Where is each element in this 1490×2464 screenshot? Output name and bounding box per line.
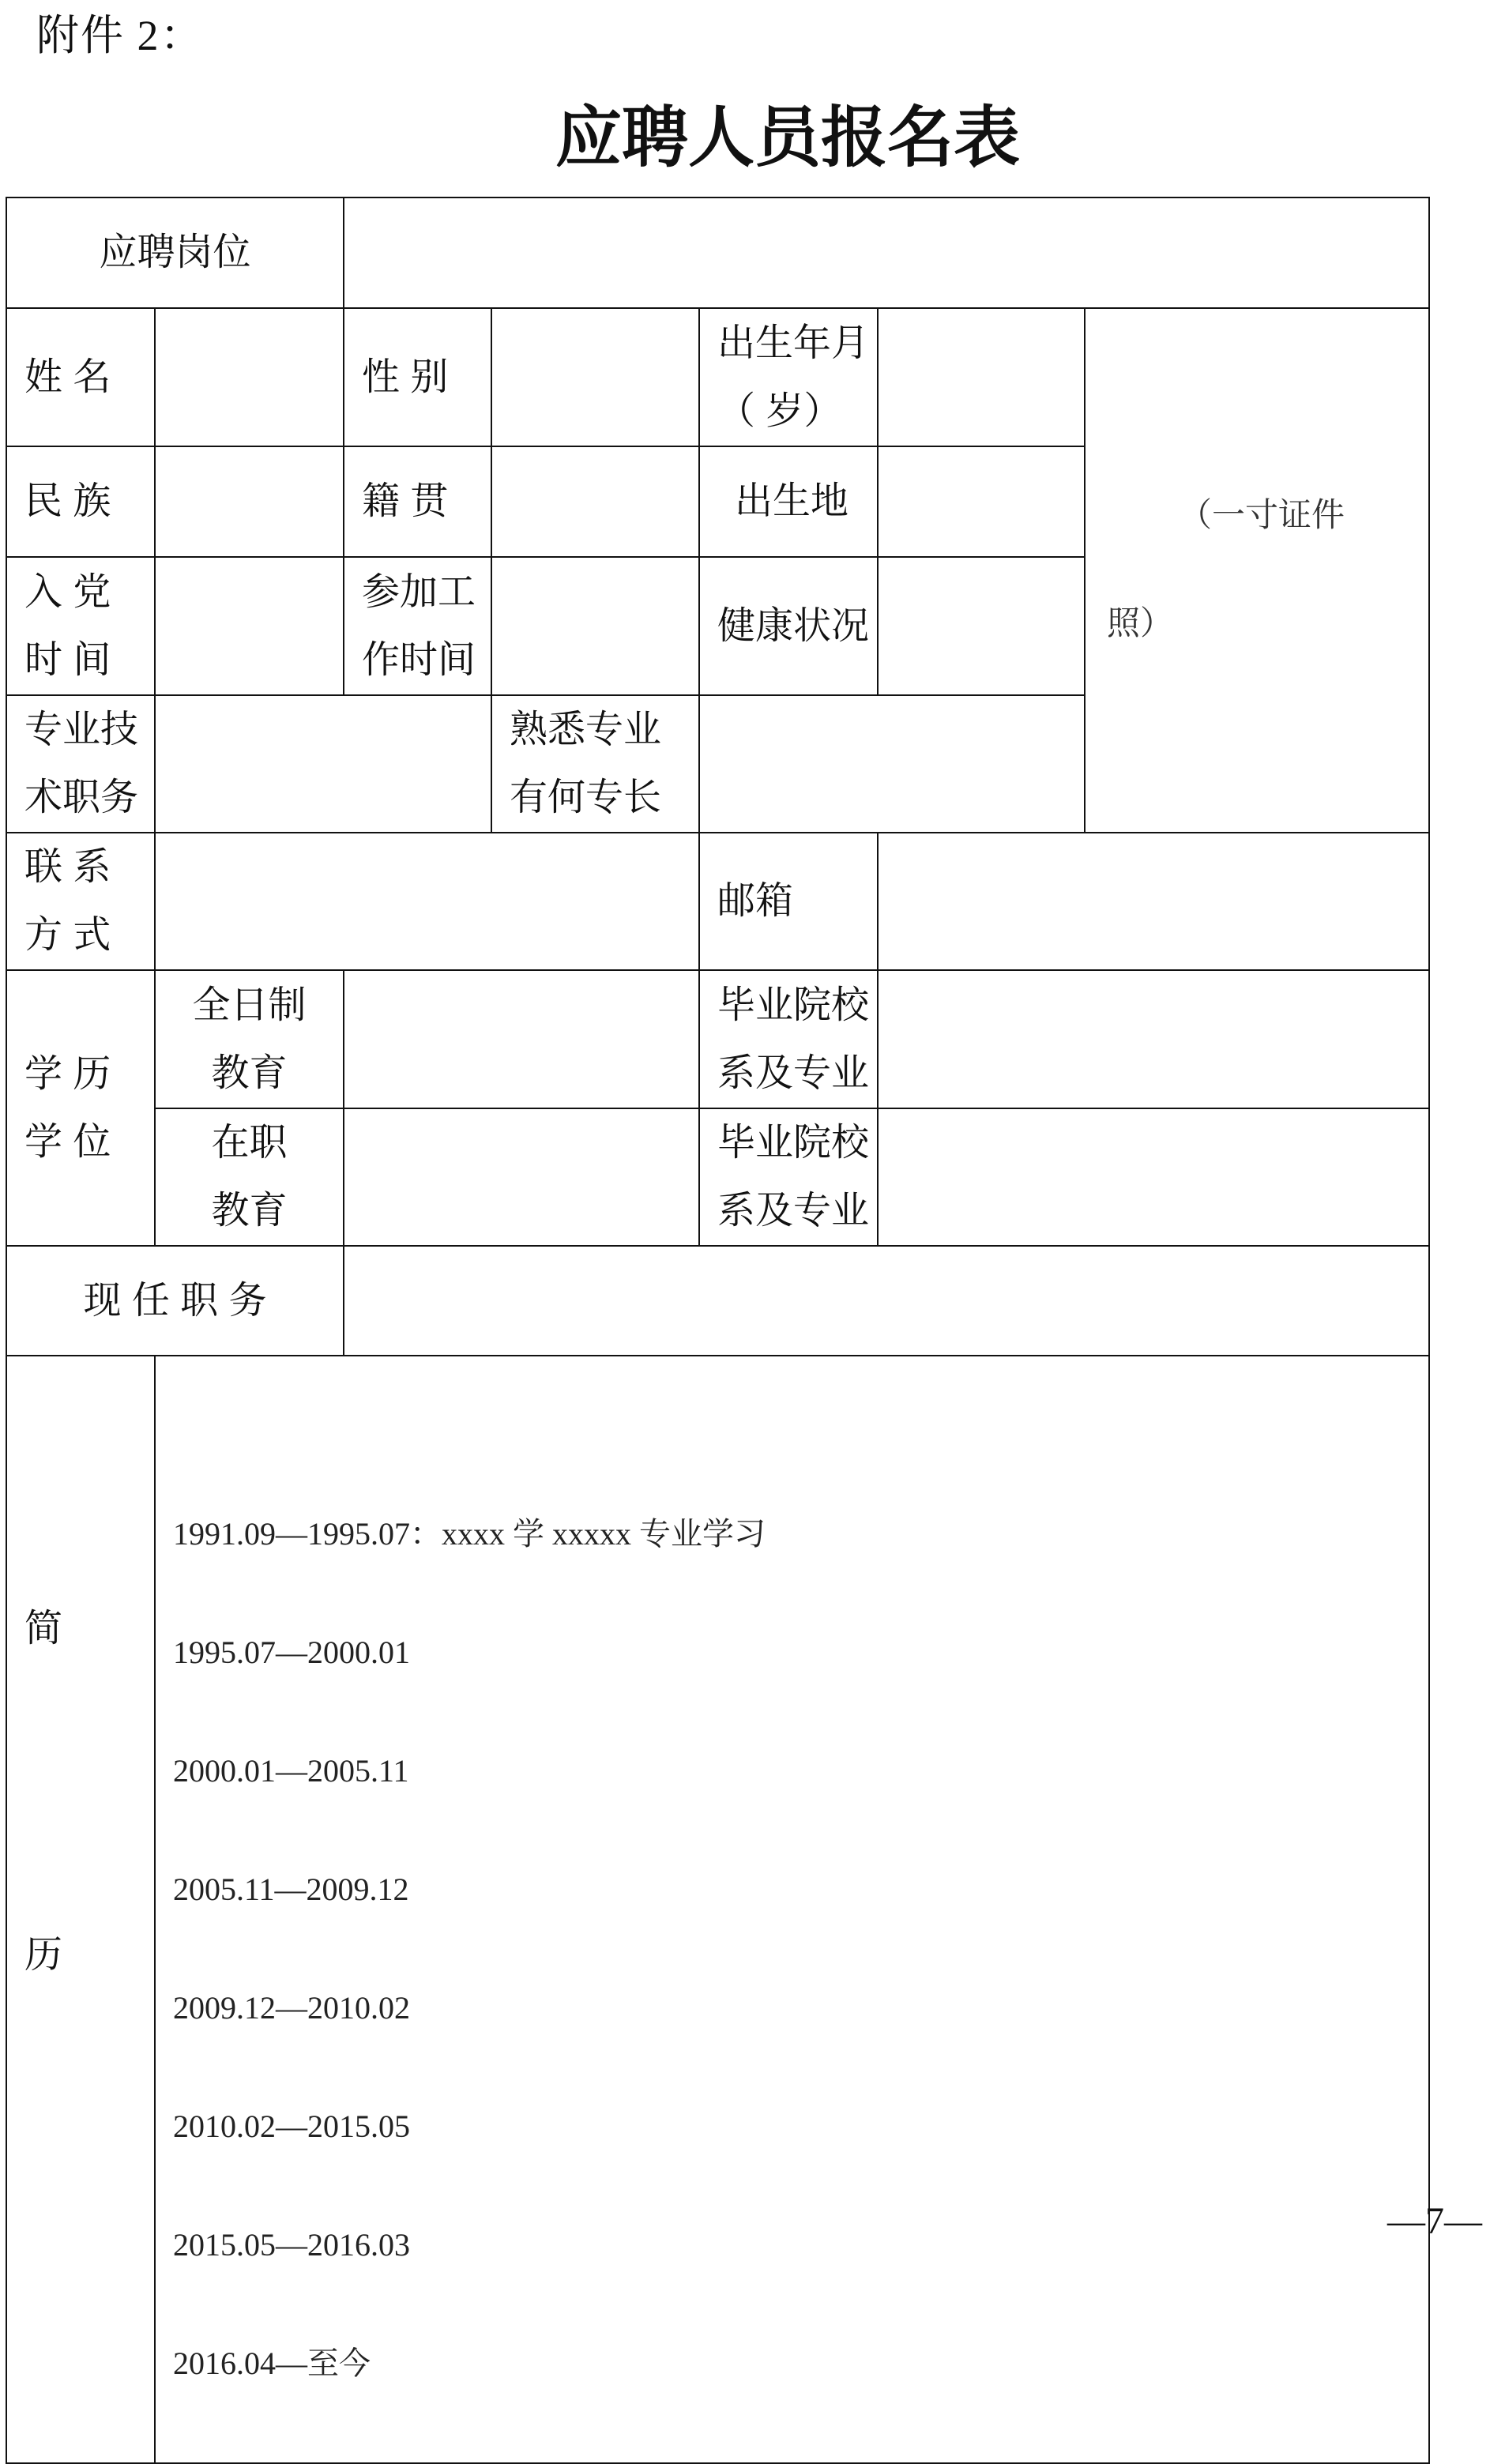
label-work-start-date: 参加工 作时间 (344, 557, 491, 695)
field-work-start-date (491, 557, 699, 695)
resume-entry: 2005.11—2009.12 (173, 1872, 409, 1907)
row-resume (6, 1356, 1429, 2463)
label-contact: 联 系 方 式 (6, 833, 155, 970)
resume-label-top: 简 (24, 1608, 63, 1650)
field-birthplace (878, 446, 1085, 557)
label-education-degree: 学 历 学 位 (6, 970, 155, 1246)
field-full-time-education (344, 970, 699, 1108)
photo-placeholder: （一寸证件 照） (1085, 308, 1429, 833)
label-expertise: 熟悉专业 有何专长 (491, 695, 699, 833)
row-full-time-education (6, 970, 1429, 1108)
form-title: 应聘人员报名表 (555, 102, 1020, 175)
label-gender: 性 别 (344, 308, 491, 446)
field-party-join-date (155, 557, 344, 695)
field-name (155, 308, 344, 446)
field-birth-date-age (878, 308, 1085, 446)
row-contact (6, 833, 1429, 970)
resume-entry: 2010.02—2015.05 (173, 2109, 410, 2144)
resume-entry: 2015.05—2016.03 (173, 2227, 410, 2263)
registration-form-table (6, 197, 1430, 2464)
label-native-place: 籍 贯 (344, 446, 491, 557)
field-expertise (699, 695, 1085, 833)
label-position-applied: 应聘岗位 (6, 197, 344, 308)
label-email: 邮箱 (699, 833, 878, 970)
field-email (878, 833, 1429, 970)
resume-entry: 1991.09—1995.07：xxxx 学 xxxxx 专业学习 (173, 1516, 766, 1552)
page-number: —7— (1387, 2200, 1482, 2242)
resume-entry: 2016.04—至今 (173, 2346, 371, 2381)
field-contact (155, 833, 699, 970)
field-in-service-school-major (878, 1108, 1429, 1246)
label-birth-date-age: 出生年月 （ 岁） (699, 308, 878, 446)
label-health-status: 健康状况 (699, 557, 878, 695)
label-name: 姓 名 (6, 308, 155, 446)
row-current-position (6, 1246, 1429, 1356)
row-name (6, 308, 1429, 446)
label-in-service-school-major: 毕业院校 系及专业 (699, 1108, 878, 1246)
row-in-service-education (6, 1108, 1429, 1246)
field-health-status (878, 557, 1085, 695)
label-ethnicity: 民 族 (6, 446, 155, 557)
field-position-applied (344, 197, 1429, 308)
resume-entry: 1995.07—2000.01 (173, 1635, 410, 1670)
field-in-service-education (344, 1108, 699, 1246)
attachment-label: 附件 2： (36, 12, 205, 59)
label-full-time-school-major: 毕业院校 系及专业 (699, 970, 878, 1108)
label-professional-title: 专业技 术职务 (6, 695, 155, 833)
resume-content (155, 1356, 1429, 2463)
label-in-service-education: 在职 教育 (155, 1108, 344, 1246)
label-party-join-date: 入 党 时 间 (6, 557, 155, 695)
field-ethnicity (155, 446, 344, 557)
resume-label-box (7, 1492, 154, 2077)
field-current-position (344, 1246, 1429, 1356)
label-full-time-education: 全日制 教育 (155, 970, 344, 1108)
label-current-position: 现 任 职 务 (6, 1246, 344, 1356)
resume-entry: 2009.12—2010.02 (173, 1990, 410, 2026)
field-native-place (491, 446, 699, 557)
row-position-applied (6, 197, 1429, 308)
resume-label-bottom: 历 (24, 1934, 63, 1976)
field-gender (491, 308, 699, 446)
resume-entry: 2000.01—2005.11 (173, 1753, 409, 1789)
field-professional-title (155, 695, 491, 833)
label-birthplace: 出生地 (699, 446, 878, 557)
field-full-time-school-major (878, 970, 1429, 1108)
label-resume (6, 1356, 155, 2463)
